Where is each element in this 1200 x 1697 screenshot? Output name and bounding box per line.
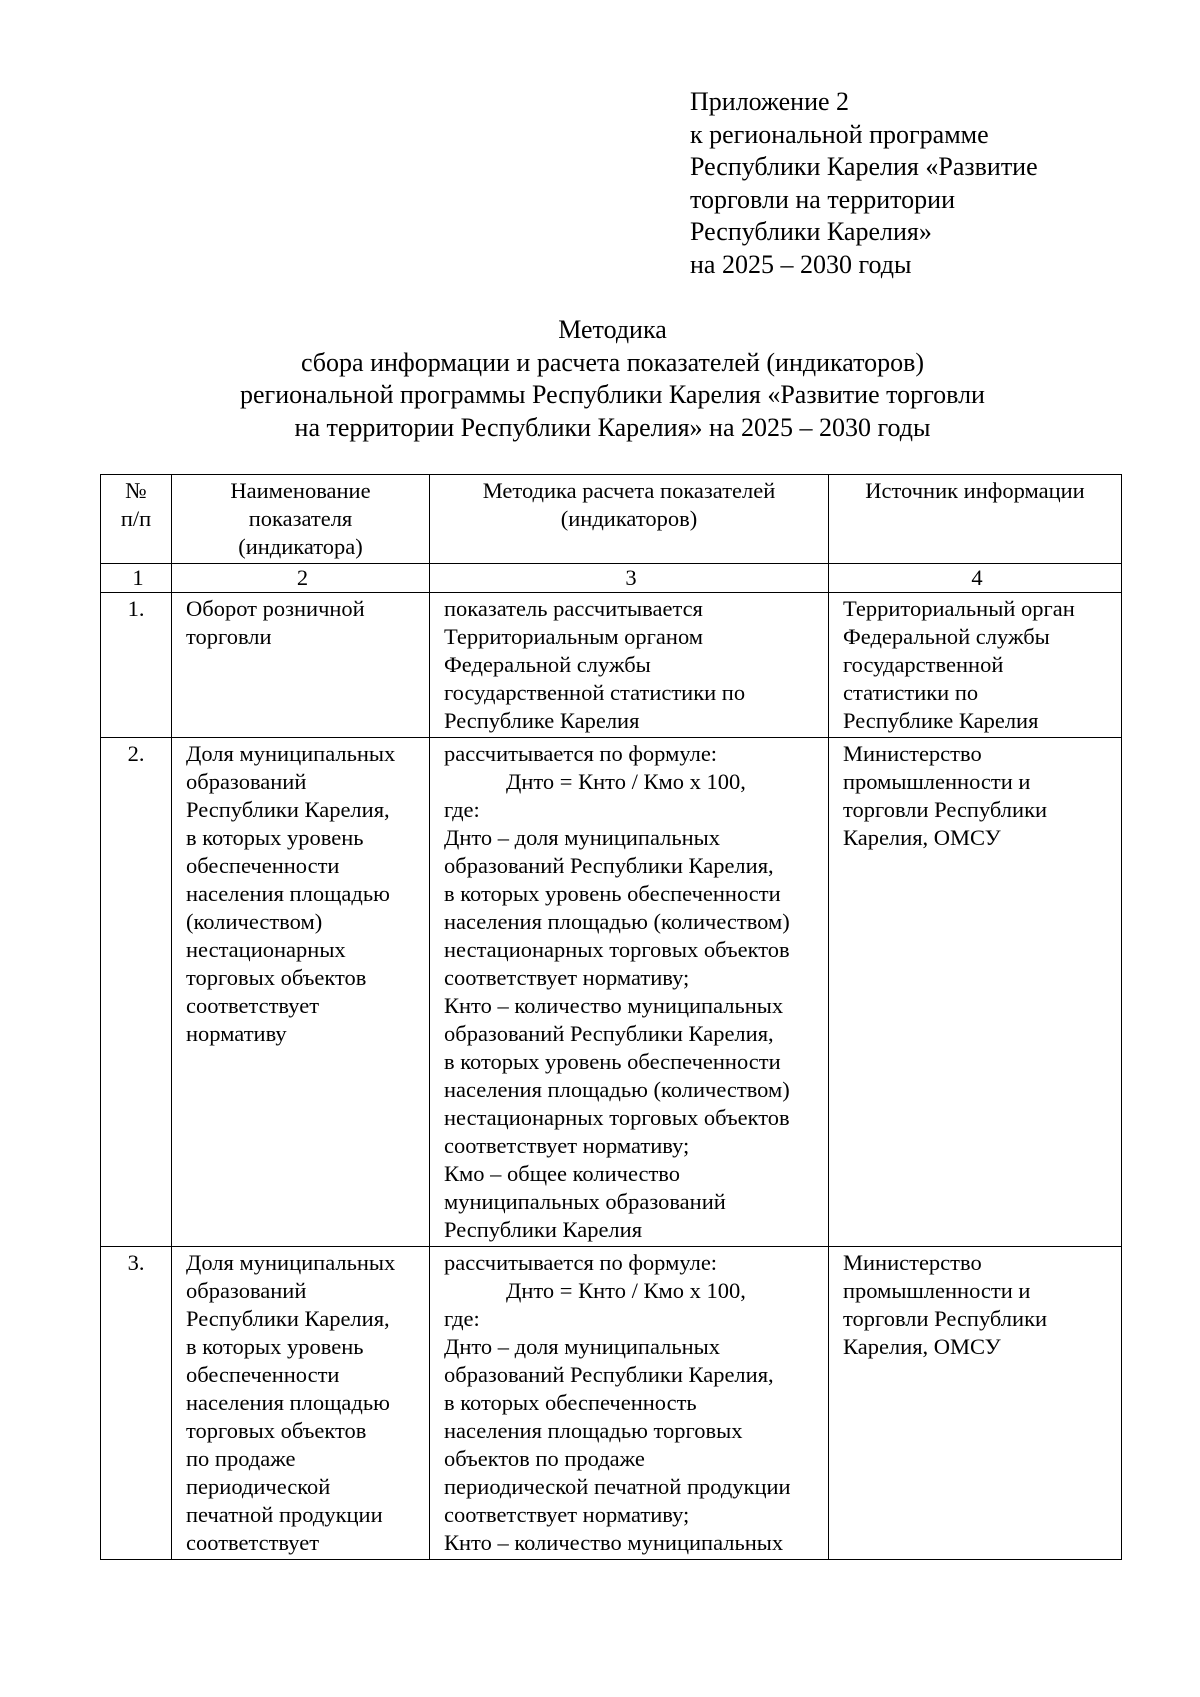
formula-line: Днто = Кнто / Кмо х 100, xyxy=(506,1278,746,1303)
indicator-name-line: Республики Карелия, xyxy=(186,1306,390,1331)
method-line: соответствует нормативу; xyxy=(444,1133,690,1158)
indicator-name-line: образований xyxy=(186,769,307,794)
indicator-name-line: образований xyxy=(186,1278,307,1303)
method-line: соответствует нормативу; xyxy=(444,1502,690,1527)
indicator-name-line: торговых объектов xyxy=(186,965,367,990)
indicator-name-line: торговли xyxy=(186,624,272,649)
method-line: в которых уровень обеспеченности xyxy=(444,881,781,906)
formula-line: Днто = Кнто / Кмо х 100, xyxy=(506,769,746,794)
indicator-name-line: обеспеченности xyxy=(186,853,340,878)
source-line: торговли Республики xyxy=(843,1306,1048,1331)
indicator-name-line: нормативу xyxy=(186,1021,287,1046)
calculation-method xyxy=(430,1247,829,1560)
source-line: промышленности и xyxy=(843,1278,1031,1303)
appendix-header xyxy=(690,86,1038,281)
method-line: Кнто – количество муниципальных xyxy=(444,993,784,1018)
indicator-name-line: Доля муниципальных xyxy=(186,1250,396,1275)
title-line: Методика xyxy=(558,315,667,344)
method-line: Днто – доля муниципальных xyxy=(444,825,721,850)
indicator-name-line: Оборот розничной xyxy=(186,596,365,621)
appendix-line: на 2025 – 2030 годы xyxy=(690,249,912,279)
index-cell: 1 xyxy=(101,564,172,593)
indicator-name-line: обеспеченности xyxy=(186,1362,340,1387)
information-source xyxy=(829,1247,1122,1560)
header-name xyxy=(172,475,430,564)
source-line: государственной xyxy=(843,652,1004,677)
table-index-row xyxy=(101,564,1122,593)
header-method xyxy=(430,475,829,564)
indicator-name-line: соответствует xyxy=(186,993,320,1018)
header-line: (индикатора) xyxy=(238,534,363,559)
indicator-name-line: по продаже xyxy=(186,1446,296,1471)
source-line: Республике Карелия xyxy=(843,708,1039,733)
source-line: торговли Республики xyxy=(843,797,1048,822)
method-line: Республики Карелия xyxy=(444,1217,643,1242)
indicator-name-line: Доля муниципальных xyxy=(186,741,396,766)
method-line: населения площадью торговых xyxy=(444,1418,743,1443)
index-cell: 2 xyxy=(172,564,430,593)
method-line: где: xyxy=(444,797,480,822)
indicator-name-line: населения площадью xyxy=(186,1390,390,1415)
title-line: на территории Республики Карелия» на 2025 – 2030 годы xyxy=(294,412,931,442)
methodology-table xyxy=(100,474,1122,1560)
appendix-line: торговли на территории xyxy=(690,184,955,214)
row-number: 2. xyxy=(101,738,172,1247)
method-line: в которых обеспеченность xyxy=(444,1390,697,1415)
method-line: где: xyxy=(444,1306,480,1331)
indicator-name-line: в которых уровень xyxy=(186,1334,364,1359)
row-number: 3. xyxy=(101,1247,172,1560)
method-line: населения площадью (количеством) xyxy=(444,909,790,934)
header-line: Методика расчета показателей xyxy=(482,478,776,503)
method-line: рассчитывается по формуле: xyxy=(444,1250,718,1275)
source-line: Министерство xyxy=(843,741,982,766)
calculation-method xyxy=(430,593,829,738)
source-line: статистики по xyxy=(843,680,979,705)
source-line: Карелия, ОМСУ xyxy=(843,1334,1001,1359)
header-line: Источник информации xyxy=(865,478,1085,503)
document-title xyxy=(100,314,1125,444)
indicator-name-line: населения площадью xyxy=(186,881,390,906)
appendix-line: Приложение 2 xyxy=(690,87,850,116)
calculation-method xyxy=(430,738,829,1247)
source-line: Карелия, ОМСУ xyxy=(843,825,1001,850)
indicator-name xyxy=(172,738,430,1247)
row-number: 1. xyxy=(101,593,172,738)
information-source xyxy=(829,738,1122,1247)
header-line: № xyxy=(125,478,147,503)
method-line: Территориальным органом xyxy=(444,624,704,649)
source-line: промышленности и xyxy=(843,769,1031,794)
indicator-name-line: нестационарных xyxy=(186,937,346,962)
indicator-name xyxy=(172,593,430,738)
method-line: нестационарных торговых объектов xyxy=(444,937,790,962)
header-source xyxy=(829,475,1122,564)
source-line: Министерство xyxy=(843,1250,982,1275)
source-line: Территориальный орган xyxy=(843,596,1075,621)
information-source xyxy=(829,593,1122,738)
method-line: образований Республики Карелия, xyxy=(444,1021,774,1046)
table-row xyxy=(101,738,1122,1247)
method-line: Кмо – общее количество xyxy=(444,1161,681,1186)
appendix-line: Республики Карелия «Развитие xyxy=(690,152,1038,181)
table-header-row xyxy=(101,475,1122,564)
method-line: населения площадью (количеством) xyxy=(444,1077,790,1102)
method-line: показатель рассчитывается xyxy=(444,596,703,621)
method-line: Республике Карелия xyxy=(444,708,640,733)
table-row xyxy=(101,593,1122,738)
method-line: государственной статистики по xyxy=(444,680,746,705)
table-row xyxy=(101,1247,1122,1560)
indicator-name-line: торговых объектов xyxy=(186,1418,367,1443)
index-cell: 4 xyxy=(829,564,1122,593)
header-line: показателя xyxy=(248,506,353,531)
title-line: сбора информации и расчета показателей (индикаторов) xyxy=(300,347,925,377)
method-line: Кнто – количество муниципальных xyxy=(444,1530,784,1555)
header-line: (индикаторов) xyxy=(560,506,698,531)
method-line: периодической печатной продукции xyxy=(444,1474,791,1499)
indicator-name-line: соответствует xyxy=(186,1530,320,1555)
method-line: образований Республики Карелия, xyxy=(444,853,774,878)
method-line: нестационарных торговых объектов xyxy=(444,1105,790,1130)
indicator-name-line: периодической xyxy=(186,1474,331,1499)
method-line: объектов по продаже xyxy=(444,1446,645,1471)
header-line: Наименование xyxy=(230,478,371,503)
method-line: муниципальных образований xyxy=(444,1189,726,1214)
indicator-name-line: Республики Карелия, xyxy=(186,797,390,822)
source-line: Федеральной службы xyxy=(843,624,1050,649)
appendix-line: Республики Карелия» xyxy=(690,217,932,246)
method-line: Днто – доля муниципальных xyxy=(444,1334,721,1359)
title-line: региональной программы Республики Карелия «Развитие торговли xyxy=(240,380,985,409)
indicator-name-line: (количеством) xyxy=(186,909,323,934)
method-line: в которых уровень обеспеченности xyxy=(444,1049,781,1074)
appendix-line: к региональной программе xyxy=(690,119,989,149)
method-line: Федеральной службы xyxy=(444,652,651,677)
method-line: образований Республики Карелия, xyxy=(444,1362,774,1387)
index-cell: 3 xyxy=(430,564,829,593)
indicator-name-line: печатной продукции xyxy=(186,1502,383,1527)
indicator-name xyxy=(172,1247,430,1560)
indicator-name-line: в которых уровень xyxy=(186,825,364,850)
header-num xyxy=(101,475,172,564)
header-line: п/п xyxy=(120,506,152,531)
method-line: рассчитывается по формуле: xyxy=(444,741,718,766)
method-line: соответствует нормативу; xyxy=(444,965,690,990)
